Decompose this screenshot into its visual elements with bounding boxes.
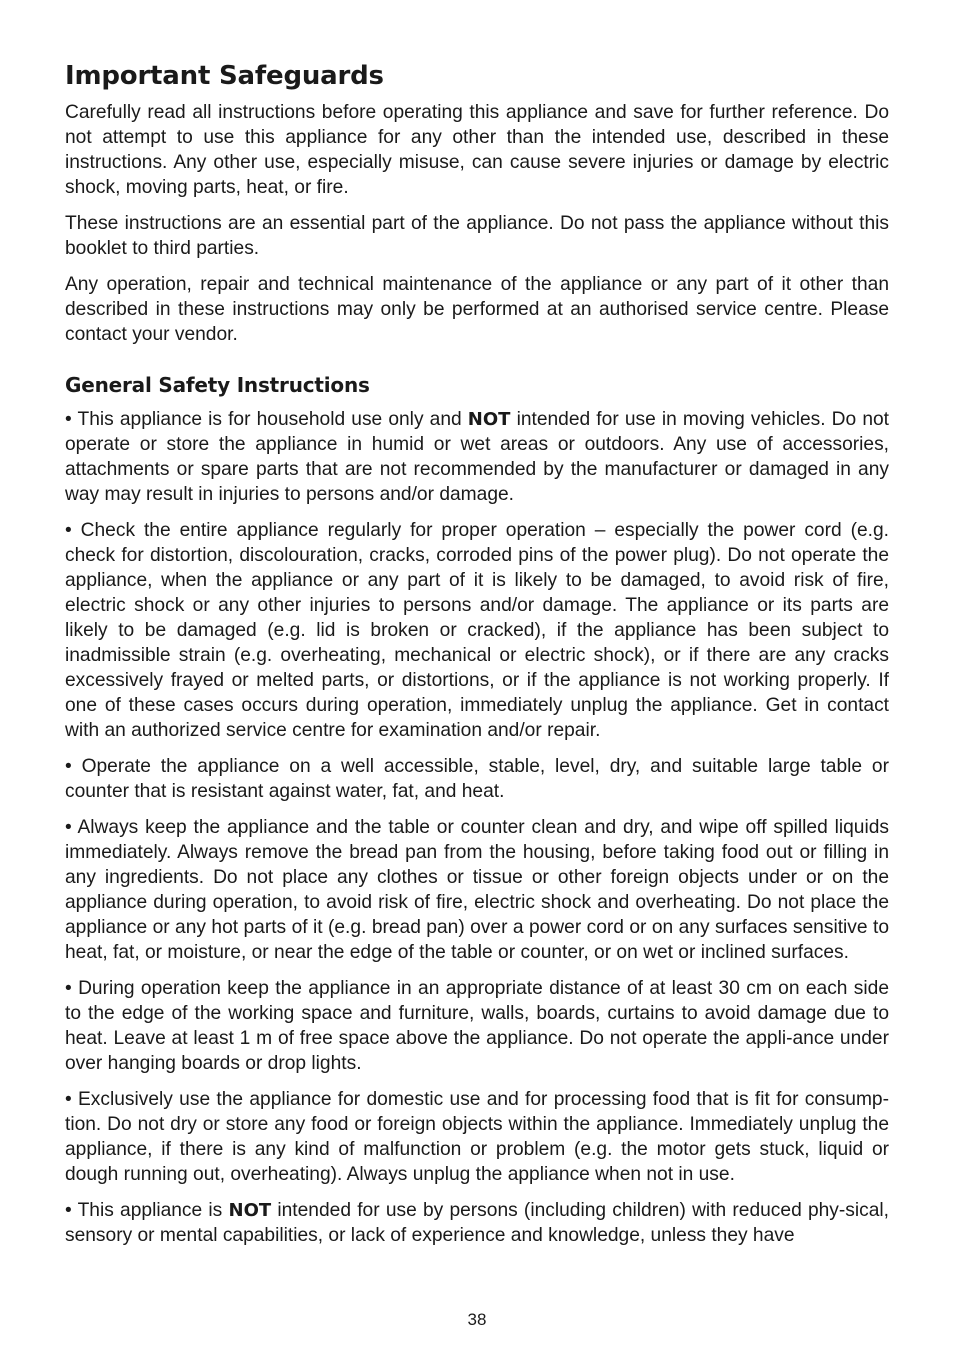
emphasis-not: NOT: [467, 409, 511, 430]
bullet-keep-clean: • Always keep the appliance and the table or counter clean and dry, and wipe off spilled liquids immediately. Always remove the bread pan from the housing, before taking food out or filling in any ingredients. Do not place any clothes or tissue or other foreign objects under or on the appliance during operation, to avoid risk of fire, electric shock and overheating. Do not place the appliance or any hot parts of it (e.g. bread pan) over a power cord or on any surfaces sensitive to heat, fat, or moisture, or near the edge of the table or counter, or on wet or inclined surfaces.: [65, 817, 889, 963]
intro-paragraph: These instructions are an essential part of the appliance. Do not pass the appliance without this booklet to third parties.: [65, 213, 889, 259]
bullet-reduced-capabilities: [65, 1198, 889, 1248]
bullet-text: intended for use by persons (including children) with reduced phy-sical, sensory or mental capabilities, or lack of experience and knowledge, unless they have: [65, 1200, 890, 1246]
bullet-text: • This appliance is for household use only and: [65, 409, 468, 430]
page-number: 38: [467, 1310, 487, 1329]
bullet-distance: • During operation keep the appliance in an appropriate distance of at least 30 cm on each side to the edge of the working space and furniture, walls, boards, curtains to avoid damage due to heat. Leave at least 1 m of free space above the appliance. Do not operate the appli-ance under over hanging boards or drop lights.: [65, 978, 889, 1074]
bullet-text: • This appliance is: [65, 1200, 229, 1221]
intro-paragraph: Carefully read all instructions before operating this appliance and save for further reference. Do not attempt to use this appliance for any other than the intended use, described in these instructions. Any other use, especially misuse, can cause severe injuries or damage by electric shock, moving parts, heat, or fire.: [65, 102, 889, 198]
intro-paragraph: Any operation, repair and technical maintenance of the appliance or any part of it other than described in these instructions may only be performed at an authorised service centre. Please contact your vendor.: [65, 274, 889, 345]
bullet-text: intended for use in moving vehicles. Do not operate or store the appliance in humid or wet areas or outdoors. Any use of accessories, attachments or spare parts that are not recommended by the manufacturer or damaged in any way may result in injuries to persons and/or damage.: [65, 409, 889, 505]
bullet-household-use: [65, 407, 889, 507]
section-title: General Safety Instructions: [65, 373, 370, 397]
document-page: [65, 58, 889, 1259]
emphasis-not: NOT: [228, 1200, 272, 1221]
bullet-domestic-use: • Exclusively use the appliance for domestic use and for processing food that is fit for consump-tion. Do not dry or store any food or foreign objects within the appliance. Immediately unplug the appliance, if there is any kind of malfunction or problem (e.g. the motor gets stuck, liquid or dough running out, overheating). Always unplug the appliance when not in use.: [65, 1089, 889, 1185]
bullet-placement: • Operate the appliance on a well accessible, stable, level, dry, and suitable large table or counter that is resistant against water, fat, and heat.: [65, 756, 889, 802]
page-title: Important Safeguards: [65, 61, 384, 91]
bullet-check-appliance: • Check the entire appliance regularly for proper operation – especially the power cord (e.g. check for distortion, discolouration, cracks, corroded pins of the power plug). Do not operate the appliance, when the appliance or any part of it is likely to be damaged, to avoid risk of fire, electric shock or any other injuries to persons and/or damage. The appliance or its parts are likely to be damaged (e.g. lid is broken or cracked), if the appliance has been subject to inadmissible strain (e.g. overheating, mechanical or electric shock), or if there are any cracks excessively frayed or melted parts, or distortions, or if the appliance is not working properly. If one of these cases occurs during operation, immediately unplug the appliance. Get in contact with an authorized service centre for examination and/or repair.: [65, 520, 889, 741]
